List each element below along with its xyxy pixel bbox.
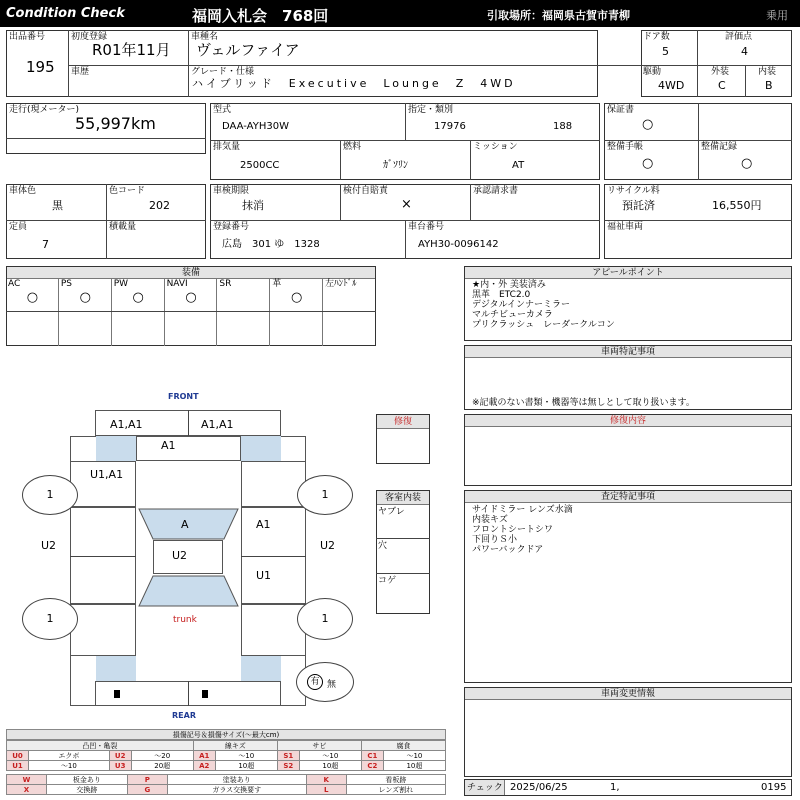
equipment-label: PW <box>113 279 129 289</box>
load-label: 積載量 <box>109 222 137 232</box>
special-note: ※記載のない書類・機器等は無しとして取り扱います。 <box>472 398 695 408</box>
tire-left-front[interactable]: 1 <box>22 475 78 515</box>
score-value: 4 <box>741 45 748 58</box>
legend-table-2 <box>6 774 446 795</box>
equipment-cell <box>165 279 218 346</box>
equipment-cell <box>6 279 59 346</box>
mileage-value: 55,997km <box>75 114 156 133</box>
chassis-value: AYH30-0096142 <box>418 239 499 250</box>
legend-header: 線キズ <box>193 741 277 751</box>
inspector-list <box>472 505 573 555</box>
equipment-label: 革 <box>272 279 282 289</box>
front-label: FRONT <box>168 392 199 401</box>
fender-left-rear[interactable] <box>70 604 136 656</box>
capacity-value: 7 <box>42 238 49 251</box>
mark-roof: A <box>181 518 189 531</box>
check-number: 1, <box>610 782 620 793</box>
equipment-value: ○ <box>79 290 91 305</box>
mark-side-right: U2 <box>320 539 336 552</box>
equipment-label: SR <box>219 279 232 289</box>
legend-cell: 10超 <box>215 761 277 771</box>
legend-cell: A1 <box>193 751 215 761</box>
maint-record-value: ○ <box>741 156 753 171</box>
equipment-value: ○ <box>132 290 144 305</box>
legend-cell: 〜10 <box>383 751 445 761</box>
legend-cell: 〜10 <box>215 751 277 761</box>
maint-record-label: 整備記録 <box>701 142 738 152</box>
legend-cell: レンズ割れ <box>346 785 445 795</box>
roof-panel[interactable] <box>153 540 223 574</box>
mark-front-bumper-right: A1,A1 <box>201 418 234 431</box>
inspector-line: パワーバックドア <box>472 545 544 555</box>
inspector-line: フロントシートシワ <box>472 525 554 535</box>
first-reg-label: 初度登録 <box>71 32 108 42</box>
repair-title: 修復内容 <box>465 415 791 427</box>
pickup-location: 引取場所：福岡県古賀市青柳 <box>487 9 630 22</box>
warranty-label: 保証書 <box>607 105 635 115</box>
legend-cell: S2 <box>277 761 299 771</box>
legend-cell: K <box>306 775 346 785</box>
legend-cell: 交換跡 <box>47 785 128 795</box>
inspection-label: 車検期限 <box>213 186 250 196</box>
doors-value: 5 <box>662 45 669 58</box>
manual-label: 整備手帳 <box>607 142 644 152</box>
legend-table <box>6 740 446 771</box>
legend-cell: U1 <box>7 761 29 771</box>
equipment-grid <box>6 279 376 346</box>
drive-value: 4WD <box>658 79 685 92</box>
equipment-cell <box>270 279 323 346</box>
mark-center: U2 <box>172 549 188 562</box>
headlight-left <box>96 436 136 461</box>
inspector-line: サイドミラー レンズ水滴 <box>472 505 573 515</box>
interior-hole-label: 穴 <box>378 541 388 551</box>
mark-door-right-front: A1 <box>256 518 271 531</box>
legend-cell: P <box>127 775 167 785</box>
legend-cell: A2 <box>193 761 215 771</box>
legend-header: サビ <box>277 741 361 751</box>
legend-cell: C2 <box>361 761 383 771</box>
welfare-label: 福祉車両 <box>607 222 644 232</box>
approval-label: 承認請求書 <box>473 186 519 196</box>
spare-no-mark: 無 <box>327 680 337 690</box>
legend-cell: エクボ <box>29 751 110 761</box>
check-code: 0195 <box>761 782 787 793</box>
color-code-label: 色コード <box>109 186 146 196</box>
appeal-line: 黒革 ETC2.0 <box>472 290 531 300</box>
equipment-cell <box>112 279 165 346</box>
legend-cell: L <box>306 785 346 795</box>
score-label: 評価点 <box>725 32 753 42</box>
displacement-label: 排気量 <box>213 142 241 152</box>
reg-number-label: 登録番号 <box>213 222 250 232</box>
history-label: 車歴 <box>71 67 90 77</box>
legend-cell: G <box>127 785 167 795</box>
designation-value-1: 17976 <box>434 121 466 132</box>
exterior-label: 外装 <box>711 67 730 77</box>
legend-header: 腐食 <box>361 741 445 751</box>
legend-cell: W <box>7 775 47 785</box>
equipment-label: PS <box>60 279 72 289</box>
taillight-left <box>96 656 136 681</box>
rear-label: REAR <box>172 711 196 720</box>
mark-hood: A1 <box>161 439 176 452</box>
legend-cell: 10超 <box>383 761 445 771</box>
mark-front-bumper-left: A1,A1 <box>110 418 143 431</box>
equipment-title: 装備 <box>7 267 375 279</box>
spare-yes-mark: 有 <box>307 674 323 690</box>
legend-cell: 10超 <box>299 761 361 771</box>
repair-indicator-title: 修復 <box>377 415 429 429</box>
legend-cell: 看板跡 <box>346 775 445 785</box>
manual-value: ○ <box>642 156 654 171</box>
body-color-label: 車体色 <box>9 186 37 196</box>
model-label: 型式 <box>213 105 232 115</box>
mission-value: AT <box>512 160 525 171</box>
legend-cell: X <box>7 785 47 795</box>
appeal-list <box>472 280 615 330</box>
interior-tear-label: ヤブレ <box>378 507 405 517</box>
legend-cell: 板金あり <box>47 775 128 785</box>
recycle-label: リサイクル料 <box>607 186 660 196</box>
equipment-cell <box>323 279 376 346</box>
legend-cell: U2 <box>109 751 131 761</box>
spare-tire[interactable] <box>296 662 354 702</box>
interior-burn-label: コゲ <box>378 576 397 586</box>
mission-label: ミッション <box>473 142 518 152</box>
legend-cell: U0 <box>7 751 29 761</box>
warranty-value: ○ <box>642 117 654 132</box>
app-title: Condition Check <box>6 6 125 21</box>
self-inspection-label: 検付自賠責 <box>343 186 389 196</box>
equipment-label: NAVI <box>166 279 188 289</box>
fuel-value: ｶﾞｿﾘﾝ <box>383 160 408 171</box>
capacity-label: 定員 <box>9 222 28 232</box>
legend-cell: 〜10 <box>29 761 110 771</box>
car-name-label: 車種名 <box>191 32 219 42</box>
appeal-line: プリクラッシュ レーダークルコン <box>472 320 615 330</box>
taillight-right <box>241 656 281 681</box>
lot-number: 195 <box>26 58 55 76</box>
exterior-value: C <box>718 79 726 92</box>
tire-right-front[interactable]: 1 <box>297 475 353 515</box>
check-date: 2025/06/25 <box>510 782 568 793</box>
designation-label: 指定・類別 <box>408 105 454 115</box>
hood-panel[interactable] <box>136 436 241 461</box>
changes-title: 車両変更情報 <box>465 688 791 700</box>
displacement-value: 2500CC <box>240 160 280 171</box>
legend-cell: 〜20 <box>131 751 193 761</box>
grade-label: グレード・仕様 <box>191 67 255 77</box>
exhaust-left-icon <box>114 690 120 698</box>
first-reg-value: R01年11月 <box>92 41 171 59</box>
equipment-cell <box>217 279 270 346</box>
equipment-label: 左ﾊﾝﾄﾞﾙ <box>325 279 357 289</box>
tire-right-rear[interactable]: 1 <box>297 598 353 640</box>
category-label: 乗用 <box>766 9 788 22</box>
color-code-value: 202 <box>149 199 170 212</box>
legend-cell: S1 <box>277 751 299 761</box>
exhaust-right-icon <box>202 690 208 698</box>
chassis-label: 車台番号 <box>408 222 445 232</box>
car-name-value: ヴェルファイア <box>196 41 300 59</box>
inspector-line: 内装キズ <box>472 515 508 525</box>
mark-door-right-rear: U1 <box>256 569 272 582</box>
reg-number-value: 広島 301 ゆ 1328 <box>222 239 320 250</box>
equipment-cell <box>59 279 112 346</box>
fender-right-front[interactable] <box>241 461 306 507</box>
recycle-status: 預託済 <box>622 199 655 212</box>
header-bar <box>0 0 800 27</box>
fender-right-rear[interactable] <box>241 604 306 656</box>
grade-value: ハイブリッド Executive Lounge Z 4WD <box>192 77 516 90</box>
legend-cell: 塗装あり <box>167 775 306 785</box>
headlight-right <box>241 436 281 461</box>
check-label: チェック <box>467 783 503 793</box>
trunk-label: trunk <box>173 615 197 625</box>
legend-cell: 〜10 <box>299 751 361 761</box>
designation-value-2: 188 <box>553 121 573 132</box>
auction-title: 福岡入札会 768回 <box>192 7 329 25</box>
mark-side-left: U2 <box>41 539 57 552</box>
legend-cell: U3 <box>109 761 131 771</box>
equipment-value: ○ <box>26 290 39 305</box>
equipment-label: AC <box>8 279 21 289</box>
legend-title: 損傷記号＆損傷サイズ(〜最大cm) <box>6 729 446 740</box>
lot-label: 出品番号 <box>9 32 46 42</box>
model-value: DAA-AYH30W <box>222 121 289 132</box>
interior-value: B <box>765 79 773 92</box>
doors-label: ドア数 <box>643 32 670 42</box>
mileage-label: 走行(現メーター) <box>9 105 80 115</box>
tire-left-rear[interactable]: 1 <box>22 598 78 640</box>
mark-fender-left-front: U1,A1 <box>90 468 124 481</box>
interior-label: 内装 <box>758 67 777 77</box>
appeal-line: デジタルインナーミラー <box>472 300 571 310</box>
inspector-line: 下回りＳ小 <box>472 535 518 545</box>
cabin-interior-title: 客室内装 <box>377 491 429 505</box>
appeal-title: アピールポイント <box>465 267 791 279</box>
inspector-title: 査定特記事項 <box>465 491 791 503</box>
special-title: 車両特記事項 <box>465 346 791 358</box>
legend-cell: C1 <box>361 751 383 761</box>
changes-box <box>464 687 792 777</box>
inspection-value: 抹消 <box>242 199 264 212</box>
fuel-label: 燃料 <box>343 142 362 152</box>
equipment-value: ○ <box>291 290 303 305</box>
legend-cell: 20超 <box>131 761 193 771</box>
appeal-line: ★内・外 美装済み <box>472 280 546 290</box>
self-inspection-value: × <box>401 197 412 212</box>
drive-label: 駆動 <box>643 67 662 77</box>
appeal-line: マルチビューカメラ <box>472 310 553 320</box>
legend-header: 凸凹・亀裂 <box>7 741 194 751</box>
body-color-value: 黒 <box>52 199 63 212</box>
recycle-amount: 16,550円 <box>712 199 762 212</box>
legend-cell: ガラス交換要す <box>167 785 306 795</box>
equipment-value: ○ <box>185 290 197 305</box>
